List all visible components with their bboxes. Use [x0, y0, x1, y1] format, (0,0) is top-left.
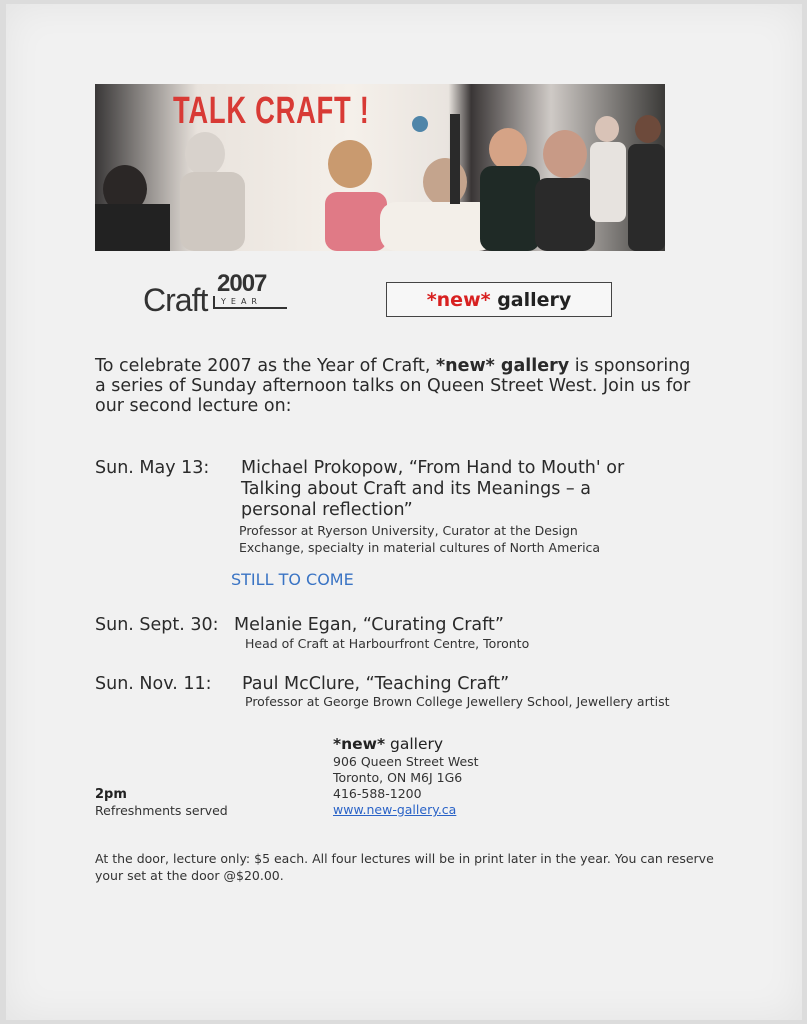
- craft-logo-word: Craft: [143, 282, 208, 318]
- refreshments-note: Refreshments served: [95, 803, 228, 818]
- venue-website-link[interactable]: www.new-gallery.ca: [333, 802, 457, 817]
- lecture-3-detail: Professor at George Brown College Jewellery School, Jewellery artist: [245, 694, 670, 709]
- new-gallery-logo: [386, 282, 612, 317]
- craft-logo-year-label: YEAR: [213, 296, 287, 309]
- venue-address-line-1: 906 Queen Street West: [333, 754, 479, 769]
- venue-address: [333, 754, 479, 818]
- lecture-1-title: [241, 458, 721, 521]
- venue-name-rest: gallery: [385, 735, 444, 753]
- lecture-1-line-2: Talking about Craft and its Meanings – a: [241, 479, 591, 499]
- venue-name-new: *new*: [333, 735, 386, 753]
- intro-text-1: To celebrate 2007 as the Year of Craft,: [95, 356, 437, 376]
- banner-photo: [95, 84, 665, 251]
- intro-text-2: is sponsoring a series of Sunday afternoon talks on Queen Street West. Join us for our second lecture on:: [95, 356, 691, 416]
- lecture-1-details: [239, 522, 600, 556]
- intro-paragraph: [95, 356, 705, 416]
- banner-title: TALK CRAFT !: [173, 90, 370, 132]
- lecture-1-detail-2: Exchange, specialty in material cultures of North America: [239, 540, 601, 555]
- lecture-3-date: Sun. Nov. 11:: [95, 674, 212, 694]
- gallery-logo-new: *new*: [426, 288, 491, 311]
- gallery-logo-word: gallery: [497, 288, 572, 311]
- craft-logo-year: 2007: [217, 270, 267, 297]
- lecture-2-date: Sun. Sept. 30:: [95, 615, 219, 635]
- still-to-come-heading: STILL TO COME: [231, 570, 354, 589]
- craft-year-logo: [143, 272, 313, 322]
- lecture-1-detail-1: Professor at Ryerson University, Curator at the Design: [239, 523, 578, 538]
- lecture-2-title: Melanie Egan, “Curating Craft”: [234, 615, 504, 635]
- event-time: 2pm: [95, 787, 127, 802]
- lecture-3-title: Paul McClure, “Teaching Craft”: [242, 674, 510, 694]
- lecture-1-line-3: personal reflection”: [241, 500, 413, 520]
- pricing-footer: At the door, lecture only: $5 each. All four lectures will be in print later in the year. You can reserve your set at the door @$20.00.: [95, 851, 714, 883]
- lecture-1-date: Sun. May 13:: [95, 458, 210, 478]
- venue-name: [333, 735, 443, 753]
- venue-phone: 416-588-1200: [333, 786, 422, 801]
- lecture-1-line-1: Michael Prokopow, “From Hand to Mouth' or: [241, 458, 625, 478]
- lecture-2-detail: Head of Craft at Harbourfront Centre, Toronto: [245, 636, 530, 651]
- flyer-page: [6, 4, 802, 1020]
- venue-address-line-2: Toronto, ON M6J 1G6: [333, 770, 463, 785]
- intro-gallery-name: *new* gallery: [436, 356, 570, 376]
